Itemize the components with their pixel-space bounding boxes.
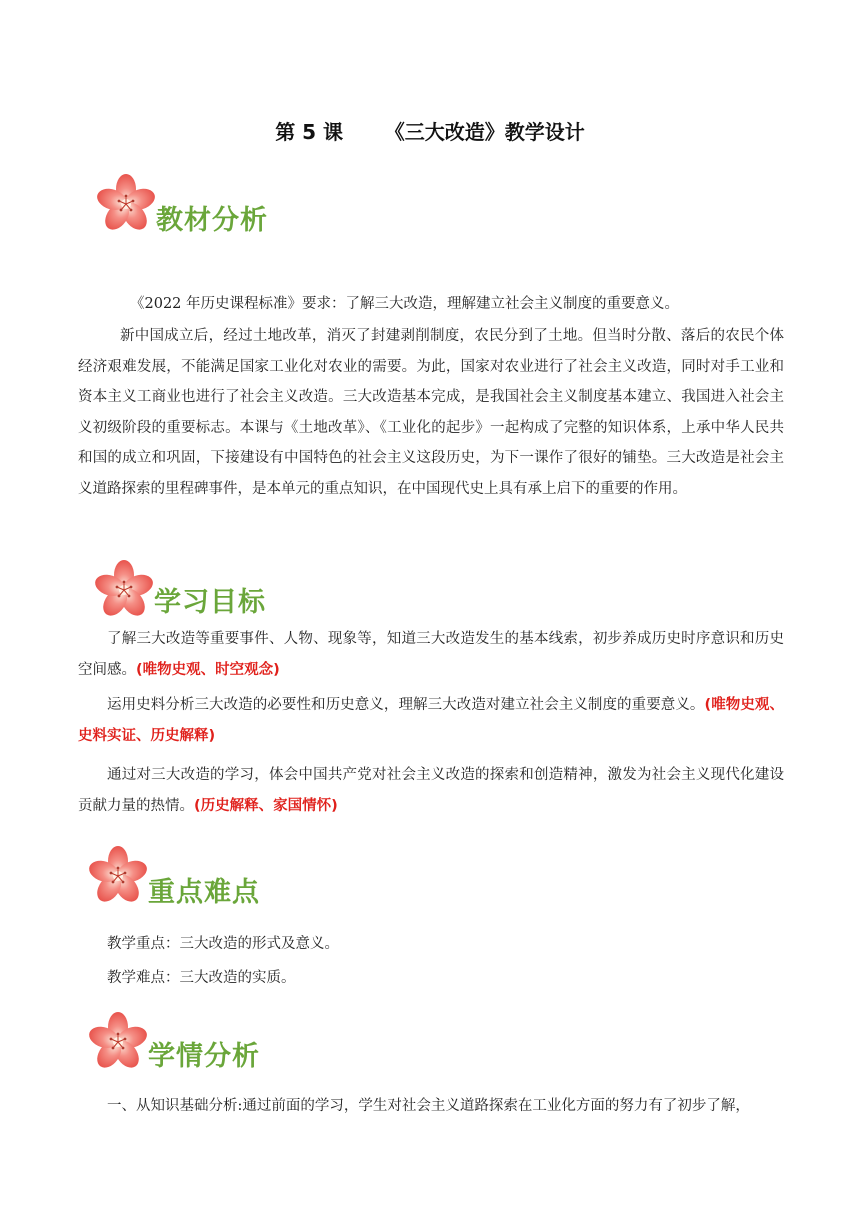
section-header-learning-goals bbox=[92, 558, 292, 628]
flower-icon bbox=[86, 844, 150, 908]
section-header-key-points bbox=[86, 844, 286, 914]
goal-text: 了解三大改造等重要事件、人物、现象等，知道三大改造发生的基本线索，初步养成历史时序意识和历史空间感。 bbox=[78, 631, 784, 678]
curriculum-standard-text: 《2022 年历史课程标准》要求：了解三大改造，理解建立社会主义制度的重要意义。 bbox=[130, 296, 680, 312]
section-title: 学习目标 bbox=[154, 587, 266, 618]
teaching-difficulty: 教学难点：三大改造的实质。 bbox=[107, 970, 296, 986]
flower-icon bbox=[86, 1010, 150, 1074]
section-header-student-analysis bbox=[86, 1010, 286, 1080]
goal-item-2 bbox=[78, 690, 784, 751]
section-header-textbook-analysis bbox=[94, 172, 294, 242]
goal-tag: (唯物史观、史料实证、历史解释) bbox=[78, 697, 784, 744]
goal-text: 通过对三大改造的学习，体会中国共产党对社会主义改造的探索和创造精神，激发为社会主义现代化建设贡献力量的热情。 bbox=[78, 767, 784, 814]
teaching-focus: 教学重点：三大改造的形式及意义。 bbox=[107, 936, 339, 952]
goal-tag: (历史解释、家国情怀) bbox=[194, 797, 338, 814]
section-title: 重点难点 bbox=[148, 877, 260, 908]
page-title: 第 5 课 《三大改造》教学设计 bbox=[275, 120, 585, 144]
goal-text: 运用史料分析三大改造的必要性和历史意义，理解三大改造对建立社会主义制度的重要意义。 bbox=[107, 697, 705, 713]
goal-item-1 bbox=[78, 624, 784, 685]
textbook-analysis-paragraph: 新中国成立后，经过土地改革，消灭了封建剥削制度，农民分到了土地。但当时分散、落后的农民个体经济艰难发展，不能满足国家工业化对农业的需要。为此，国家对农业进行了社会主义改造，同时对手工业和资本主义工商业也进行了社会主义改造。三大改造基本完成，是我国社会主义制度基本建立、我国进入社会主义初级阶段的重要标志。本课与《土地改革》、《工业化的起步》一起构成了完整的知识体系，上承中华人民共和国的成立和巩固，下接建设有中国特色的社会主义这段历史，为下一课作了很好的铺垫。三大改造是社会主义道路探索的里程碑事件，是本单元的重点知识，在中国现代史上具有承上启下的重要的作用。 bbox=[78, 328, 784, 497]
goal-tag: (唯物史观、时空观念) bbox=[136, 661, 280, 678]
student-analysis-paragraph: 一、从知识基础分析:通过前面的学习，学生对社会主义道路探索在工业化方面的努力有了初步了解， bbox=[107, 1098, 750, 1114]
section-title: 教材分析 bbox=[156, 205, 268, 236]
flower-icon bbox=[92, 558, 156, 622]
flower-icon bbox=[94, 172, 158, 236]
section-title: 学情分析 bbox=[148, 1041, 260, 1072]
goal-item-3 bbox=[78, 760, 784, 821]
